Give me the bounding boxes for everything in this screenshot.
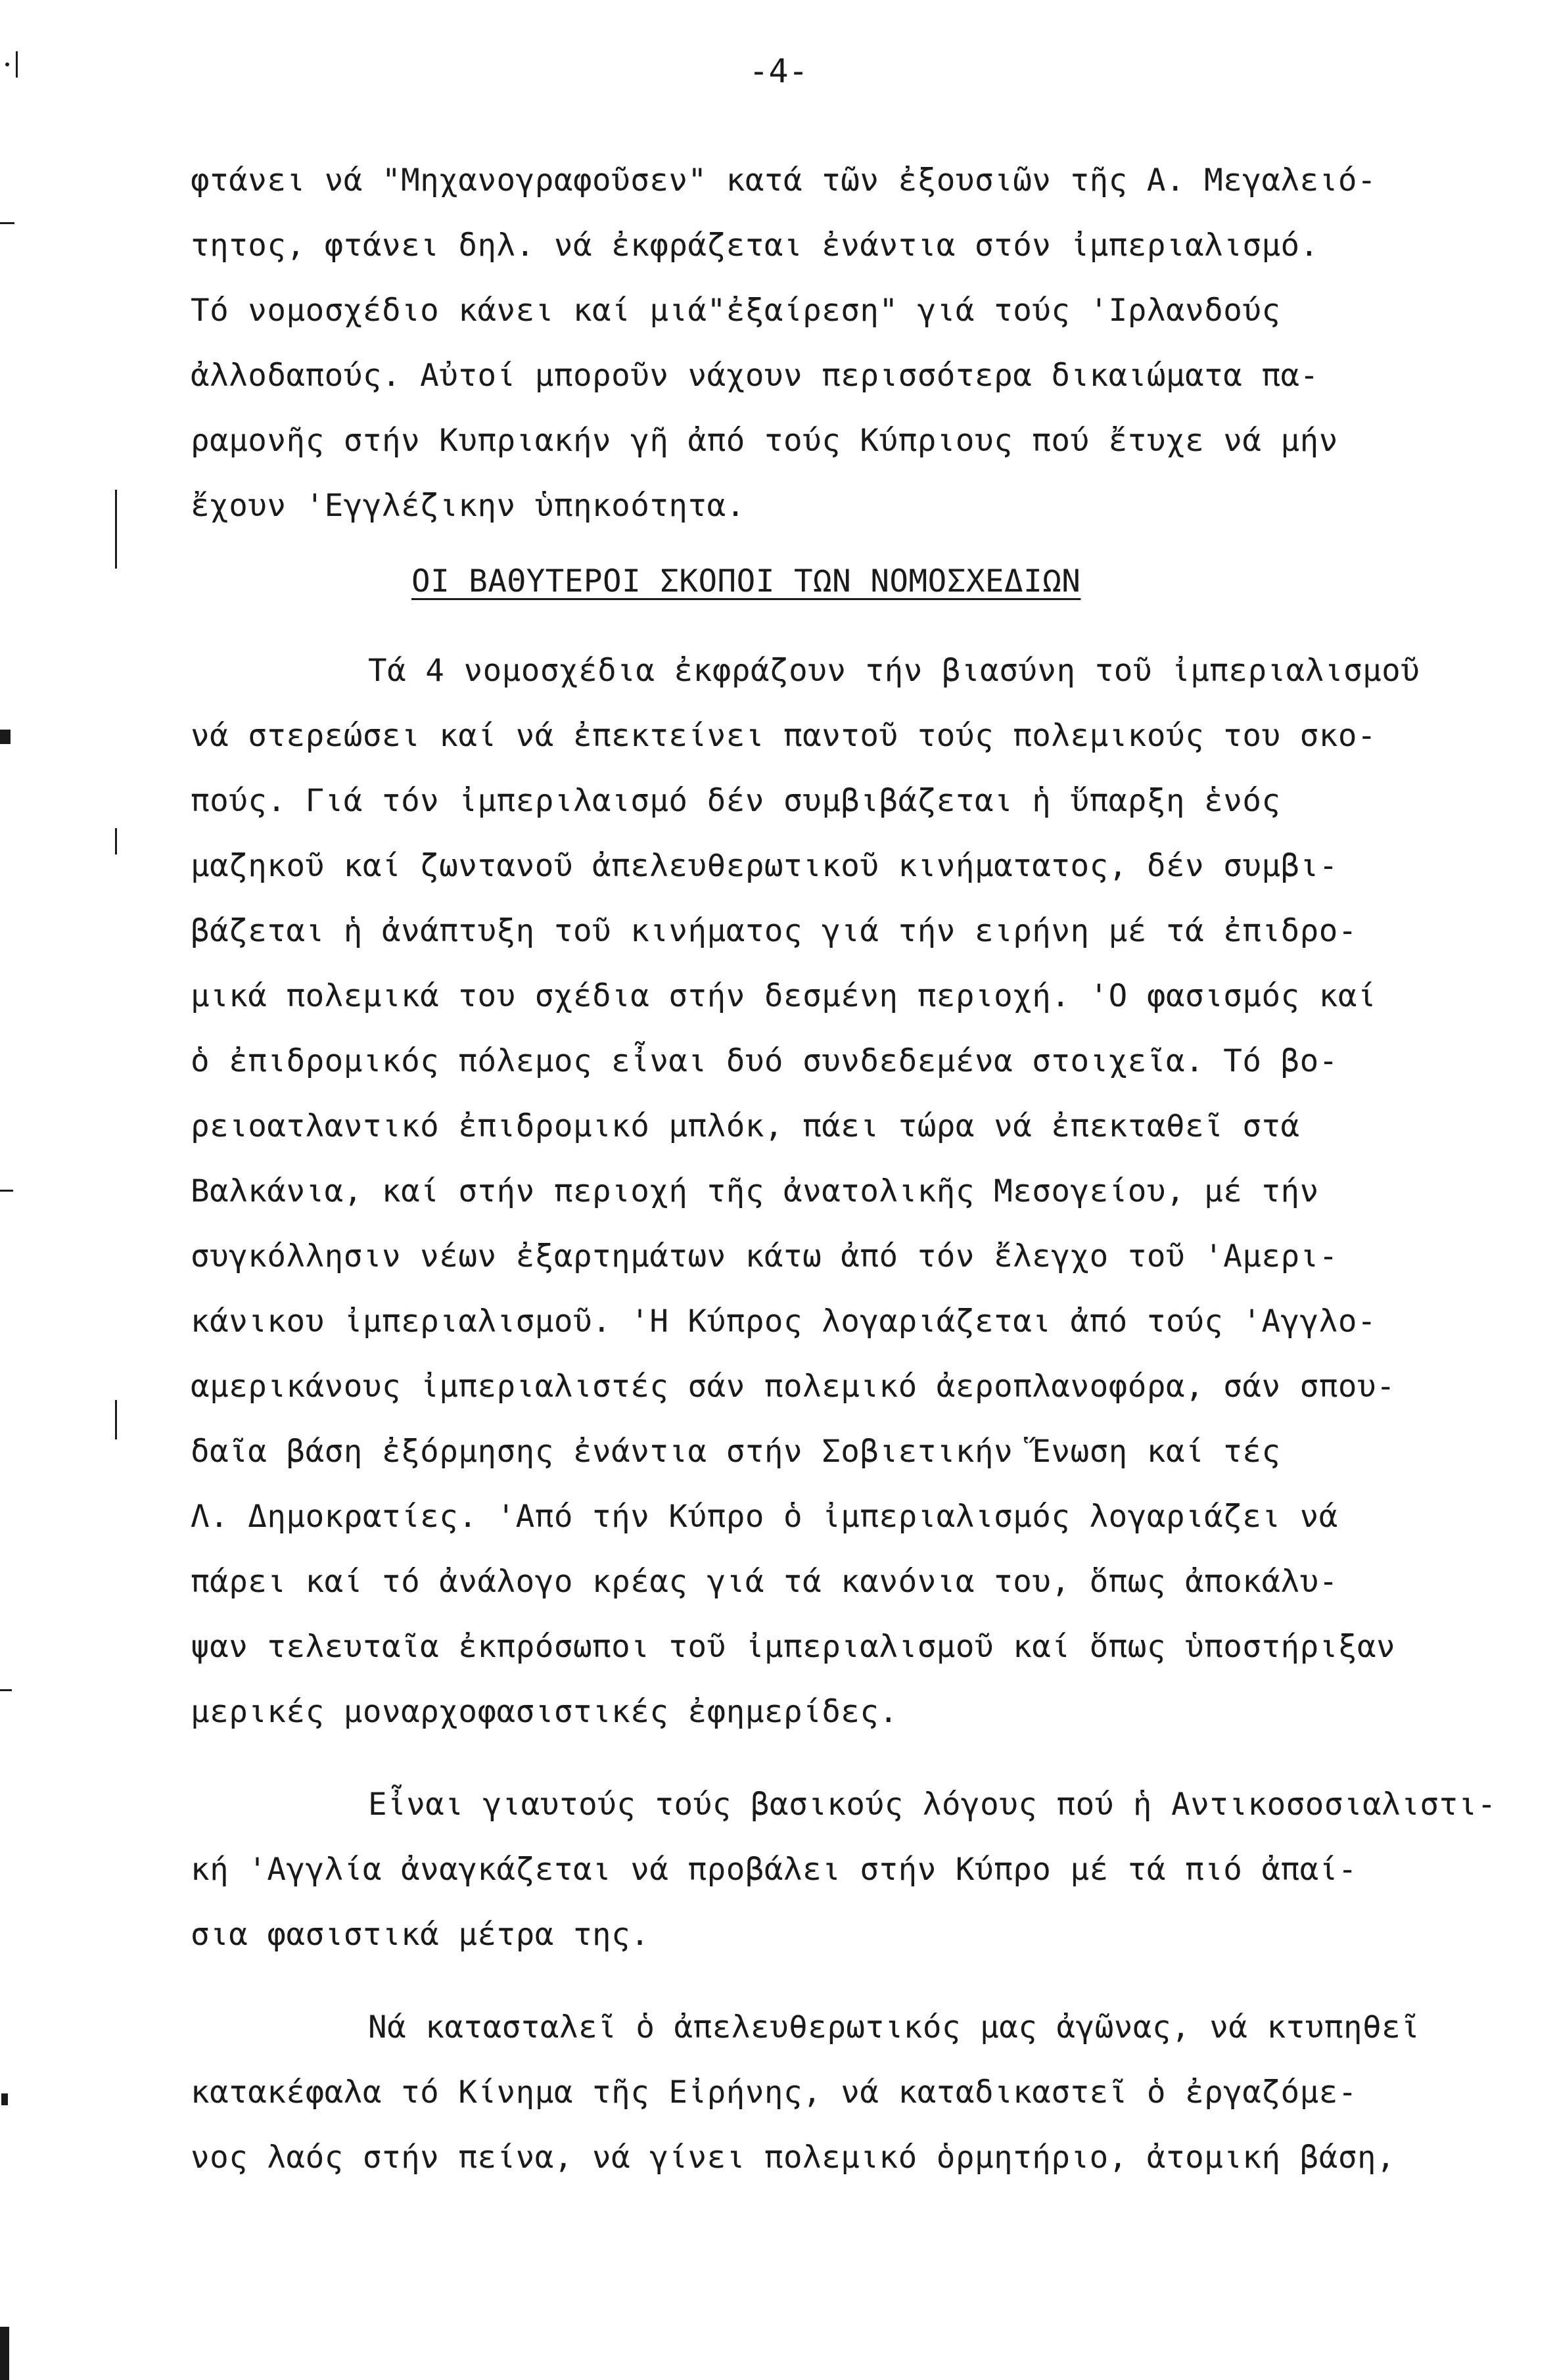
text-line: μαζηκοῦ καί ζωντανοῦ ἀπελευθερωτικοῦ κινήματατος, δέν συμβι- [191, 848, 1338, 884]
scan-mark [5, 62, 9, 66]
text-line: Τά 4 νομοσχέδια ἐκφράζουν τήν βιασύνη τοῦ ἰμπεριαλισμοῦ [368, 653, 1420, 689]
paragraph-gap [191, 1744, 1505, 1772]
text-line: συγκόλλησιν νέων ἐξαρτημάτων κάτω ἀπό τόν ἔλεγχο τοῦ 'Αμερι- [191, 1238, 1338, 1274]
scan-mark [115, 828, 117, 854]
page-number: -4- [749, 52, 808, 90]
paragraph [191, 638, 1505, 1744]
text-line: τητος, φτάνει δηλ. νά ἐκφράζεται ἐνάντια στόν ἰμπεριαλισμό. [191, 227, 1319, 264]
text-line: δαῖα βάση ἐξόρμησης ἐνάντια στήν Σοβιετικήν Ἕνωση καί τές [191, 1434, 1281, 1470]
scan-mark [0, 730, 11, 744]
scan-mark [115, 490, 117, 569]
text-line: ἀλλοδαπούς. Αὐτοί μποροῦν νάχουν περισσότερα δικαιώματα πα- [191, 358, 1319, 394]
text-line: φτάνει νά "Μηχανογραφοῦσεν" κατά τῶν ἐξουσιῶν τῆς Α. Μεγαλειό- [191, 162, 1377, 198]
text-line: πούς. Γιά τόν ἰμπεριλαισμό δέν συμβιβάζεται ἡ ὕπαρξη ἑνός [191, 783, 1281, 819]
paragraph-gap [191, 1967, 1505, 1995]
scan-mark [0, 2327, 9, 2380]
text-line: Βαλκάνια, καί στήν περιοχή τῆς ἀνατολικῆς Μεσογείου, μέ τήν [191, 1173, 1319, 1209]
paragraph [191, 1772, 1505, 1967]
text-line: Εἶναι γιαυτούς τούς βασικούς λόγους πού ἡ Αντικοσοσιαλιστι- [368, 1786, 1497, 1823]
paragraph [191, 1995, 1505, 2190]
text-line: νος λαός στήν πείνα, νά γίνει πολεμικό ὁρμητήριο, ἀτομική βάση, [191, 2139, 1396, 2176]
text-line: κατακέφαλα τό Κίνημα τῆς Εἰρήνης, νά καταδικαστεῖ ὁ ἐργαζόμε- [191, 2074, 1357, 2111]
section-heading-block [191, 538, 1505, 638]
text-line: Τό νομοσχέδιο κάνει καί μιά"ἐξαίρεση" γιά τούς 'Ιρλανδούς [191, 292, 1281, 329]
text-line: μικά πολεμικά του σχέδια στήν δεσμένη περιοχή. 'Ο φασισμός καί [191, 978, 1377, 1014]
scan-mark [0, 1190, 13, 1192]
text-line: ρειοατλαντικό ἐπιδρομικό μπλόκ, πάει τώρα νά ἐπεκταθεῖ στά [191, 1108, 1300, 1144]
text-line: Λ. Δημοκρατίες. 'Από τήν Κύπρο ὁ ἰμπεριαλισμός λογαριάζει νά [191, 1499, 1338, 1535]
section-heading: ΟΙ ΒΑΘΥΤΕΡΟΙ ΣΚΟΠΟΙ ΤΩΝ ΝΟΜΟΣΧΕΔΙΩΝ [411, 563, 1081, 599]
document-body [191, 148, 1505, 2190]
text-line: μερικές μοναρχοφασιστικές ἐφημερίδες. [191, 1694, 898, 1730]
scan-mark [0, 1689, 12, 1691]
scan-mark [0, 222, 14, 224]
text-line: ὁ ἐπιδρομικός πόλεμος εἶναι δυό συνδεδεμένα στοιχεῖα. Τό βο- [191, 1043, 1338, 1079]
text-line: σια φασιστικά μέτρα της. [191, 1917, 650, 1953]
text-line: ραμονῆς στήν Κυπριακήν γῆ ἀπό τούς Κύπριους πού ἔτυχε νά μήν [191, 423, 1338, 459]
scan-mark [16, 51, 18, 78]
scan-mark [1, 2093, 8, 2105]
text-line: κάνικου ἰμπεριαλισμοῦ. 'Η Κύπρος λογαριάζεται ἀπό τούς 'Αγγλο- [191, 1303, 1377, 1340]
scan-mark [115, 1400, 117, 1439]
text-line: πάρει καί τό ἀνάλογο κρέας γιά τά κανόνια του, ὅπως ἀποκάλυ- [191, 1564, 1338, 1600]
text-line: ψαν τελευταῖα ἐκπρόσωποι τοῦ ἰμπεριαλισμοῦ καί ὅπως ὑποστήριξαν [191, 1629, 1396, 1665]
text-line: ἔχουν 'Εγγλέζικην ὑπηκοότητα. [191, 488, 745, 524]
text-line: Νά κατασταλεῖ ὁ ἀπελευθερωτικός μας ἀγῶνας, νά κτυπηθεῖ [368, 2009, 1420, 2045]
paragraph [191, 148, 1505, 538]
text-line: νά στερεώσει καί νά ἐπεκτείνει παντοῦ τούς πολεμικούς του σκο- [191, 718, 1377, 754]
text-line: βάζεται ἡ ἀνάπτυξη τοῦ κινήματος γιά τήν ειρήνη μέ τά ἐπιδρο- [191, 913, 1357, 949]
text-line: αμερικάνους ἰμπεριαλιστές σάν πολεμικό ἀεροπλανοφόρα, σάν σπου- [191, 1368, 1396, 1405]
text-line: κή 'Αγγλία ἀναγκάζεται νά προβάλει στήν Κύπρο μέ τά πιό ἀπαί- [191, 1852, 1357, 1888]
